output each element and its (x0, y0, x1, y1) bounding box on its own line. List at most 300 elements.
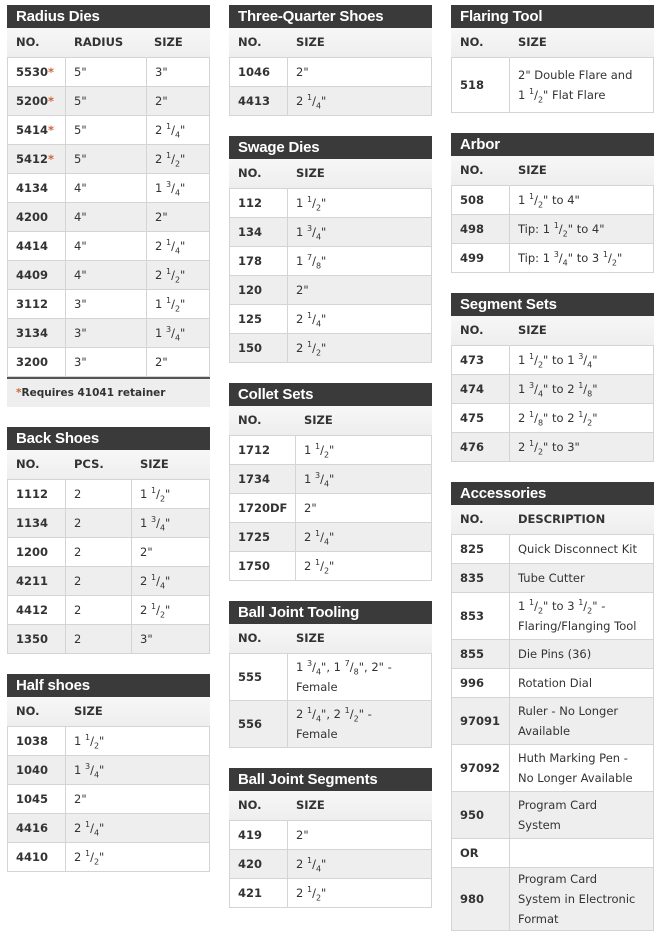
size-cell: 1 $^1/_2$" (296, 436, 432, 465)
size-whole: 1 (296, 660, 304, 674)
table-row (230, 523, 432, 552)
size-cell: 1 $^3/_4$" (147, 174, 210, 203)
fraction-denominator: 4 (174, 130, 181, 140)
part-number-text: OR (460, 846, 479, 860)
fraction-denominator: 2 (315, 348, 322, 358)
size-whole: 3 (591, 251, 600, 265)
inch-mark: " (180, 152, 186, 166)
part-number (230, 879, 288, 908)
fraction-numerator: 1 (528, 192, 535, 202)
column-header: SIZE (296, 166, 325, 180)
part-number-text: 112 (238, 196, 263, 210)
fraction-numerator: 3 (528, 381, 535, 391)
fraction-numerator: 1 (578, 410, 584, 420)
part-number-text: 996 (460, 676, 485, 690)
table-row (452, 640, 654, 669)
size-cell (296, 494, 432, 523)
part-number (230, 189, 288, 218)
table-row (8, 538, 210, 567)
size-cell (132, 625, 210, 654)
part-number-text: 1750 (238, 559, 271, 573)
size-range-sep: " to (543, 353, 568, 367)
asterisk-mark: * (48, 123, 55, 137)
swage-dies-section (229, 136, 432, 363)
part-number-text: 1725 (238, 530, 271, 544)
size-suffix: Female (296, 727, 338, 741)
table-row (230, 58, 432, 87)
size-cell: 2 $^1/_4$", 2 $^1/_2$" - Female (288, 701, 432, 748)
size-whole: 2 (155, 210, 163, 224)
fraction-denominator: 2 (315, 893, 322, 903)
inch-mark: " (592, 382, 598, 396)
asterisk-mark: * (48, 94, 55, 108)
column-header: SIZE (296, 798, 325, 812)
fraction-denominator: 8 (587, 389, 593, 399)
fraction-denominator: 2 (174, 159, 181, 169)
part-number (452, 698, 510, 745)
fraction-numerator: 1 (306, 311, 313, 321)
data-table (7, 726, 210, 872)
flaring-tool-section (451, 5, 654, 113)
inch-mark: " (303, 283, 309, 297)
part-number-text: 4416 (16, 821, 49, 835)
fraction-denominator: 4 (315, 101, 322, 111)
part-number (452, 215, 510, 244)
part-number-text: 556 (238, 717, 263, 731)
size-whole: 2 (296, 857, 304, 871)
column-header: SIZE (518, 163, 547, 177)
part-number-text: 1720DF (238, 501, 288, 515)
size-cell: 2 $^1/_4$" (288, 87, 432, 116)
column-header: SIZE (296, 35, 325, 49)
section-title: Arbor (451, 133, 654, 156)
part-number-text: 4200 (16, 210, 49, 224)
fraction-denominator: 2 (323, 450, 330, 460)
table-row (230, 305, 432, 334)
section-title: Three-Quarter Shoes (229, 5, 432, 28)
part-number (8, 727, 66, 756)
part-number (452, 745, 510, 792)
description-line: Quick Disconnect Kit (518, 542, 637, 556)
size-cell: 2 $^1/_2$" (288, 334, 432, 363)
inch-mark: " (321, 857, 327, 871)
part-number-text: 5412 (16, 152, 49, 166)
part-number (452, 792, 510, 839)
size-whole: 1 (304, 443, 312, 457)
radius-cell (66, 290, 147, 319)
size-whole: 1 (155, 181, 163, 195)
size-whole: 1 (296, 196, 304, 210)
fraction-denominator: 4 (315, 714, 322, 724)
size-cell: 1 $^7/_8$" (288, 247, 432, 276)
fraction-denominator: 2 (159, 610, 166, 620)
fraction-numerator: 1 (165, 267, 172, 277)
part-number-text: 4134 (16, 181, 49, 195)
part-number (230, 654, 288, 701)
column-headers (451, 505, 654, 534)
size-whole: 2 (296, 707, 304, 721)
part-number-text: 97092 (460, 761, 501, 775)
table-row (452, 433, 654, 462)
part-number-text: 419 (238, 828, 263, 842)
table-row (8, 785, 210, 814)
description-cell (510, 868, 654, 931)
table-row (8, 727, 210, 756)
description-cell (510, 745, 654, 792)
size-cell: 1 $^3/_4$" (66, 756, 210, 785)
table-row (8, 232, 210, 261)
part-number (8, 538, 66, 567)
fraction-numerator: 1 (150, 486, 157, 496)
part-number (452, 244, 510, 273)
part-number-text: 473 (460, 353, 485, 367)
part-number-text: 420 (238, 857, 263, 871)
table-row (452, 346, 654, 375)
part-number-text: 476 (460, 440, 485, 454)
inch-mark: " (321, 886, 327, 900)
ball-joint-segments-section (229, 768, 432, 908)
size-cell (147, 58, 210, 87)
back-shoes-section (7, 427, 210, 654)
size-whole: 1 (74, 734, 82, 748)
fraction-denominator: 2 (353, 714, 359, 724)
table-row (452, 698, 654, 745)
inch-mark: " (162, 65, 168, 79)
fraction-denominator: 4 (159, 581, 166, 591)
size-cell: 1 $^3/_4$" (132, 509, 210, 538)
fraction-denominator: 4 (562, 258, 568, 268)
description-line: Flaring/Flanging Tool (518, 619, 637, 633)
size-whole: 2 (304, 501, 312, 515)
table-row (452, 186, 654, 215)
fraction-numerator: 1 (528, 352, 535, 362)
fraction-numerator: 1 (150, 602, 157, 612)
fraction-numerator: 1 (528, 87, 535, 97)
part-number (8, 596, 66, 625)
description-line: Format (518, 912, 559, 926)
inch-mark: ", (358, 660, 372, 674)
part-number (230, 305, 288, 334)
fraction-denominator: 2 (562, 229, 568, 239)
radius-value: 3" (74, 297, 87, 311)
inch-mark: " (180, 123, 186, 137)
size-cell: 1 $^1/_2$" (66, 727, 210, 756)
column-header: SIZE (140, 457, 169, 471)
pieces-value: 2 (74, 487, 82, 501)
part-number (8, 843, 66, 872)
description-cell (510, 640, 654, 669)
fraction-denominator: 2 (537, 95, 544, 105)
part-number (8, 567, 66, 596)
part-number (8, 174, 66, 203)
pieces-cell (66, 596, 132, 625)
part-number-text: 980 (460, 892, 485, 906)
size-cell: 2 $^1/_2$" (296, 552, 432, 581)
table-row (8, 174, 210, 203)
inch-mark: " (162, 355, 168, 369)
size-whole: 3 (567, 599, 575, 613)
size-whole: 2 (296, 94, 304, 108)
part-number-text: 1040 (16, 763, 49, 777)
part-number-text: 1112 (16, 487, 49, 501)
size-whole: 2 (567, 382, 575, 396)
part-number (452, 839, 510, 868)
column-header: SIZE (518, 323, 547, 337)
fraction-numerator: 3 (165, 180, 172, 190)
fraction-numerator: 3 (306, 224, 313, 234)
fraction-denominator: 2 (159, 494, 166, 504)
description-cell (510, 839, 654, 868)
part-number-text: 4409 (16, 268, 49, 282)
column-header: NO. (460, 512, 484, 526)
fraction-numerator: 1 (528, 439, 535, 449)
description-line: Available (518, 724, 571, 738)
size-cell: 2 $^1/_4$" (147, 116, 210, 145)
inch-mark: " (329, 559, 335, 573)
part-number-text: 508 (460, 193, 485, 207)
fraction-numerator: 1 (602, 250, 608, 260)
part-number (8, 87, 66, 116)
column-header: NO. (238, 166, 262, 180)
radius-value: 3" (74, 326, 87, 340)
size-whole: 2 (371, 660, 379, 674)
inch-mark: " (180, 297, 186, 311)
table-row (230, 821, 432, 850)
section-title: Swage Dies (229, 136, 432, 159)
part-number (230, 58, 288, 87)
fraction-denominator: 2 (537, 447, 544, 457)
column-header: NO. (238, 35, 262, 49)
size-whole: 2 (155, 268, 163, 282)
part-number (8, 756, 66, 785)
part-number-text: 1046 (238, 65, 271, 79)
part-number (8, 232, 66, 261)
fraction-numerator: 1 (84, 849, 91, 859)
part-number (452, 58, 510, 113)
size-range-sep: " to (543, 599, 568, 613)
table-row (230, 247, 432, 276)
inch-mark: " (311, 501, 317, 515)
fraction-denominator: 4 (315, 864, 322, 874)
fraction-numerator: 1 (553, 221, 559, 231)
inch-mark: " (81, 792, 87, 806)
inch-mark: " (99, 821, 105, 835)
size-cell: 1 $^1/_2$" (147, 290, 210, 319)
part-number-text: 4414 (16, 239, 49, 253)
part-number-text: 1045 (16, 792, 49, 806)
section-title: Ball Joint Segments (229, 768, 432, 791)
inch-mark: " (321, 341, 327, 355)
part-number-text: 1038 (16, 734, 49, 748)
ball-joint-tooling-section (229, 601, 432, 748)
column-header: RADIUS (74, 35, 124, 49)
fraction-numerator: 1 (314, 442, 321, 452)
table-row (8, 625, 210, 654)
size-whole: 2 (296, 341, 304, 355)
size-cell: 1 $^3/_4$" (147, 319, 210, 348)
part-number-text: 125 (238, 312, 263, 326)
column-header: PCS. (74, 457, 104, 471)
part-number-text: 1734 (238, 472, 271, 486)
description-cell (510, 698, 654, 745)
inch-mark: " (147, 545, 153, 559)
table-row (8, 814, 210, 843)
table-row (8, 348, 210, 377)
part-number-text: 474 (460, 382, 485, 396)
part-number-text: 4412 (16, 603, 49, 617)
fraction-denominator: 4 (315, 319, 322, 329)
size-whole: 1 (296, 254, 304, 268)
size-whole: 2 (567, 411, 575, 425)
column-headers (229, 791, 432, 820)
inch-mark: " (329, 443, 335, 457)
part-number-text: 825 (460, 542, 485, 556)
part-number-text: 3134 (16, 326, 49, 340)
table-row (8, 509, 210, 538)
size-cell: 2 $^1/_2$" (147, 145, 210, 174)
column-header: NO. (238, 798, 262, 812)
size-cell: Tip: 1 $^3/_4$" to 3 $^1/_2$" (510, 244, 654, 273)
pieces-cell (66, 625, 132, 654)
fraction-numerator: 1 (306, 706, 313, 716)
fraction-denominator: 4 (93, 770, 100, 780)
size-whole: 1 (140, 487, 148, 501)
fraction-denominator: 2 (323, 566, 330, 576)
size-whole: 1 (155, 326, 163, 340)
pieces-value: 2 (74, 516, 82, 530)
fraction-denominator: 8 (537, 418, 544, 428)
part-number (8, 290, 66, 319)
size-cell: 1 $^3/_4$", 1 $^7/_8$", 2" - Female (288, 654, 432, 701)
size-cell: 1 $^1/_2$" to 4" (510, 186, 654, 215)
part-number (452, 669, 510, 698)
table-row (452, 215, 654, 244)
size-cell: 2 $^1/_4$" (288, 305, 432, 334)
part-number-text: 498 (460, 222, 485, 236)
table-row (452, 244, 654, 273)
part-number (8, 58, 66, 87)
description-cell (510, 535, 654, 564)
fraction-numerator: 1 (314, 558, 321, 568)
inch-mark: " (329, 530, 335, 544)
size-whole: 3 (140, 632, 148, 646)
inch-mark: " (99, 763, 105, 777)
column-header: NO. (460, 163, 484, 177)
size-whole: 1 (518, 382, 526, 396)
size-prefix: Tip: (518, 222, 543, 236)
size-whole: 2 (140, 574, 148, 588)
inch-mark: " (321, 94, 327, 108)
section-title: Half shoes (7, 674, 210, 697)
part-number (452, 868, 510, 931)
part-number (8, 348, 66, 377)
size-cell: 2 $^1/_2$" to 3" (510, 433, 654, 462)
section-title: Radius Dies (7, 5, 210, 28)
size-whole: 1 (518, 353, 526, 367)
fraction-numerator: 3 (150, 515, 157, 525)
part-number-text: 1200 (16, 545, 49, 559)
data-table (229, 57, 432, 116)
three-quarter-shoes-section (229, 5, 432, 116)
size-whole: 2 (518, 411, 526, 425)
fraction-denominator: 8 (353, 667, 359, 677)
size-whole: 2 (296, 65, 304, 79)
inch-mark: " (321, 196, 327, 210)
fraction-numerator: 3 (578, 352, 584, 362)
part-number (230, 334, 288, 363)
size-whole: 2 (304, 530, 312, 544)
table-row (8, 203, 210, 232)
size-whole: 2 (140, 545, 148, 559)
fraction-numerator: 1 (306, 856, 313, 866)
column-left (7, 5, 210, 892)
part-number-text: 421 (238, 886, 263, 900)
column-right (451, 5, 654, 951)
column-header: NO. (16, 35, 40, 49)
fraction-denominator: 2 (587, 418, 593, 428)
fraction-denominator: 4 (323, 537, 330, 547)
size-whole: 2 (296, 886, 304, 900)
part-number-text: 1350 (16, 632, 49, 646)
part-number (452, 186, 510, 215)
fraction-numerator: 1 (150, 573, 157, 583)
data-table (229, 188, 432, 363)
part-number (230, 821, 288, 850)
table-row (452, 839, 654, 868)
inch-mark: " (303, 828, 309, 842)
segment-sets-section (451, 293, 654, 462)
fraction-numerator: 7 (344, 659, 350, 669)
table-row (452, 535, 654, 564)
part-number (452, 404, 510, 433)
part-number-text: 134 (238, 225, 263, 239)
column-headers (229, 28, 432, 57)
column-headers (451, 28, 654, 57)
column-header: NO. (238, 413, 262, 427)
pieces-value: 2 (74, 574, 82, 588)
fraction-denominator: 4 (174, 188, 181, 198)
inch-mark: " (162, 94, 168, 108)
table-row (230, 494, 432, 523)
inch-mark: " (165, 487, 171, 501)
fraction-denominator: 2 (174, 304, 181, 314)
part-number (8, 480, 66, 509)
fraction-numerator: 3 (306, 659, 313, 669)
description-line: Program Card (518, 872, 598, 886)
inch-mark: " (180, 181, 186, 195)
column-middle (229, 5, 432, 928)
section-title: Accessories (451, 482, 654, 505)
fraction-denominator: 4 (315, 232, 322, 242)
radius-cell (66, 174, 147, 203)
column-headers (7, 450, 210, 479)
part-number-text: 5200 (16, 94, 49, 108)
description-cell (510, 792, 654, 839)
description-cell: 1 $^1/_2$" to 3 $^1/_2$" - Flaring/Flanging Tool (510, 593, 654, 640)
inch-mark: ", (321, 707, 334, 721)
size-cell: 2 $^1/_2$" (132, 596, 210, 625)
table-row (8, 87, 210, 116)
size-whole: 3 (155, 65, 163, 79)
part-number-text: 3200 (16, 355, 49, 369)
size-whole: 2 (74, 821, 82, 835)
table-row (230, 552, 432, 581)
part-number (8, 509, 66, 538)
part-number-text: 555 (238, 670, 263, 684)
column-header: SIZE (518, 35, 547, 49)
table-row (8, 58, 210, 87)
inch-mark: " (329, 472, 335, 486)
